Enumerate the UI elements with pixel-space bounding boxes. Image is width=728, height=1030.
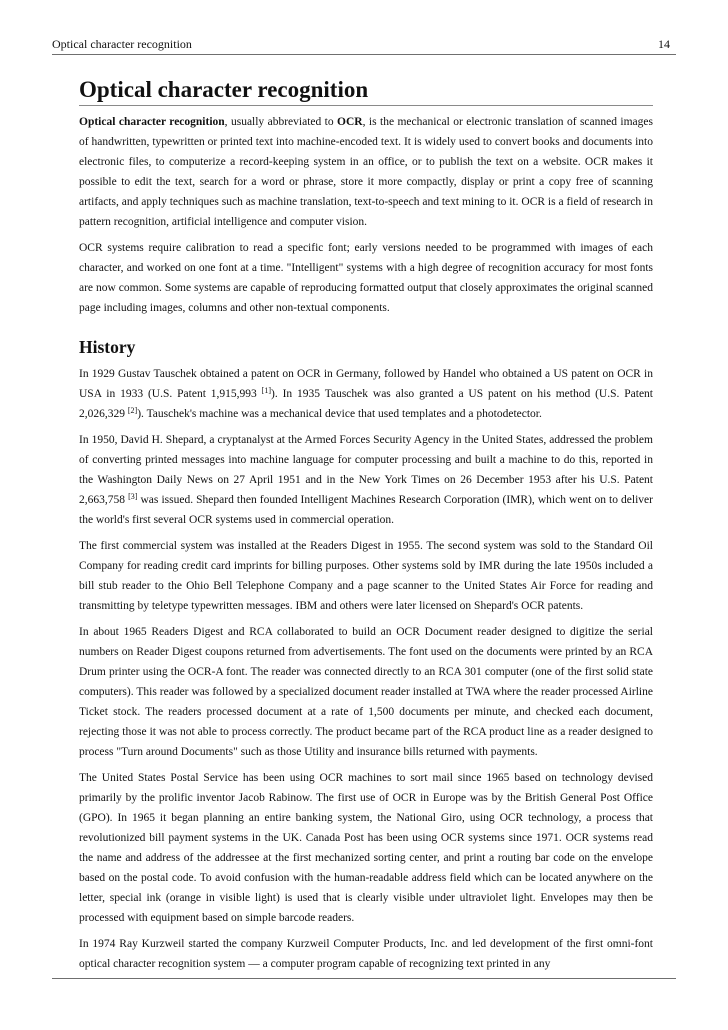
- page-header: [52, 34, 676, 55]
- intro-text-2: , is the mechanical or electronic translation of scanned images of handwritten, typewritten or printed text into machine-encoded text. It is widely used to convert books and documents into electronic files, to computerize a record-keeping system in an office, or to publish the text on a website. OCR makes it possible to edit the text, search for a word or phrase, store it more compactly, display or print a copy free of scanning artifacts, and apply techniques such as machine translation, text-to-speech and text mining to it. OCR is a field of research in pattern recognition, artificial intelligence and computer vision.: [79, 116, 653, 228]
- article-title: Optical character recognition: [79, 75, 653, 106]
- article-body: [79, 75, 653, 974]
- calibration-paragraph: OCR systems require calibration to read a specific font; early versions needed to be programmed with images of each character, and worked on one font at a time. "Intelligent" systems with a high degree of recognition accuracy for most fonts are now common. Some systems are capable of reproducing formatted output that closely approximates the original scanned page including images, columns and other non-textual components.: [79, 242, 653, 314]
- history-paragraph-4: In about 1965 Readers Digest and RCA collaborated to build an OCR Document reader designed to digitize the serial numbers on Reader Digest coupons returned from advertisements. The font used on the documents were printed by an RCA Drum printer using the OCR-A font. The reader was connected directly to an RCA 301 computer (one of the first solid state computers). This reader was followed by a specialized document reader installed at TWA where the reader processed Airline Ticket stock. The readers processed document at a rate of 1,500 documents per minute, and checked each document, rejecting those it was not able to process correctly. The product became part of the RCA product line as a reader designed to process "Turn around Documents" such as those Utility and insurance bills returned with payments.: [79, 626, 653, 758]
- intro-paragraph: [79, 112, 653, 232]
- citation-link-1[interactable]: [1]: [261, 386, 271, 395]
- citation-link-3[interactable]: [3]: [128, 492, 138, 501]
- history-p1-text-3: ). Tauschek's machine was a mechanical device that used templates and a photodetector.: [137, 408, 542, 420]
- history-paragraph-5: The United States Postal Service has been using OCR machines to sort mail since 1965 based on technology devised primarily by the prolific inventor Jacob Rabinow. The first use of OCR in Europe was by the British General Post Office (GPO). In 1965 it began planning an entire banking system, the National Giro, using OCR technology, a process that revolutionized bill payment systems in the UK. Canada Post has been using OCR systems since 1971. OCR systems read the name and address of the addressee at the first mechanized sorting center, and print a routing bar code on the envelope based on the postal code. To avoid confusion with the human-readable address field which can be located anywhere on the letter, special ink (orange in visible light) is used that is clearly visible under ultraviolet light. Envelopes may then be processed with equipment based on simple barcode readers.: [79, 772, 653, 924]
- history-paragraph-2: [79, 430, 653, 530]
- history-p2-text-2: was issued. Shepard then founded Intelligent Machines Research Corporation (IMR), which went on to deliver the world's first several OCR systems used in commercial operation.: [79, 494, 653, 526]
- history-paragraph-6: In 1974 Ray Kurzweil started the company Kurzweil Computer Products, Inc. and led development of the first omni-font optical character recognition system — a computer program capable of recognizing text printed in any: [79, 938, 653, 970]
- page-number: 14: [658, 37, 670, 51]
- history-p1-text-2: ). In 1935 Tauschek was also granted a US patent on his method (U.S. Patent 2,026,329: [79, 388, 653, 420]
- history-heading: History: [79, 337, 136, 357]
- intro-text-1: , usually abbreviated to: [224, 116, 338, 128]
- history-p2-text-1: In 1950, David H. Shepard, a cryptanalyst at the Armed Forces Security Agency in the United States, addressed the problem of converting printed messages into machine language for computer processing and built a machine to do this, reported in the Washington Daily News on 27 April 1951 and in the New York Times on 26 December 1953 after his U.S. Patent 2,663,758: [79, 434, 653, 506]
- history-paragraph-3: The first commercial system was installed at the Readers Digest in 1955. The second system was sold to the Standard Oil Company for reading credit card imprints for billing purposes. Other systems sold by IMR during the late 1950s included a bill stub reader to the Ohio Bell Telephone Company and a page scanner to the United States Air Force for reading and transmitting by teletype typewritten messages. IBM and others were later licensed on Shepard's OCR patents.: [79, 540, 653, 612]
- history-paragraph-1: [79, 364, 653, 424]
- footer-divider: [52, 978, 676, 979]
- history-p1-text-1: In 1929 Gustav Tauschek obtained a patent on OCR in Germany, followed by Handel who obtained a US patent on OCR in USA in 1933 (U.S. Patent 1,915,993: [79, 368, 653, 400]
- abbreviation: OCR: [337, 116, 363, 128]
- running-title: Optical character recognition: [52, 37, 192, 51]
- citation-link-2[interactable]: [2]: [127, 406, 138, 415]
- lead-term: Optical character recognition: [79, 116, 225, 128]
